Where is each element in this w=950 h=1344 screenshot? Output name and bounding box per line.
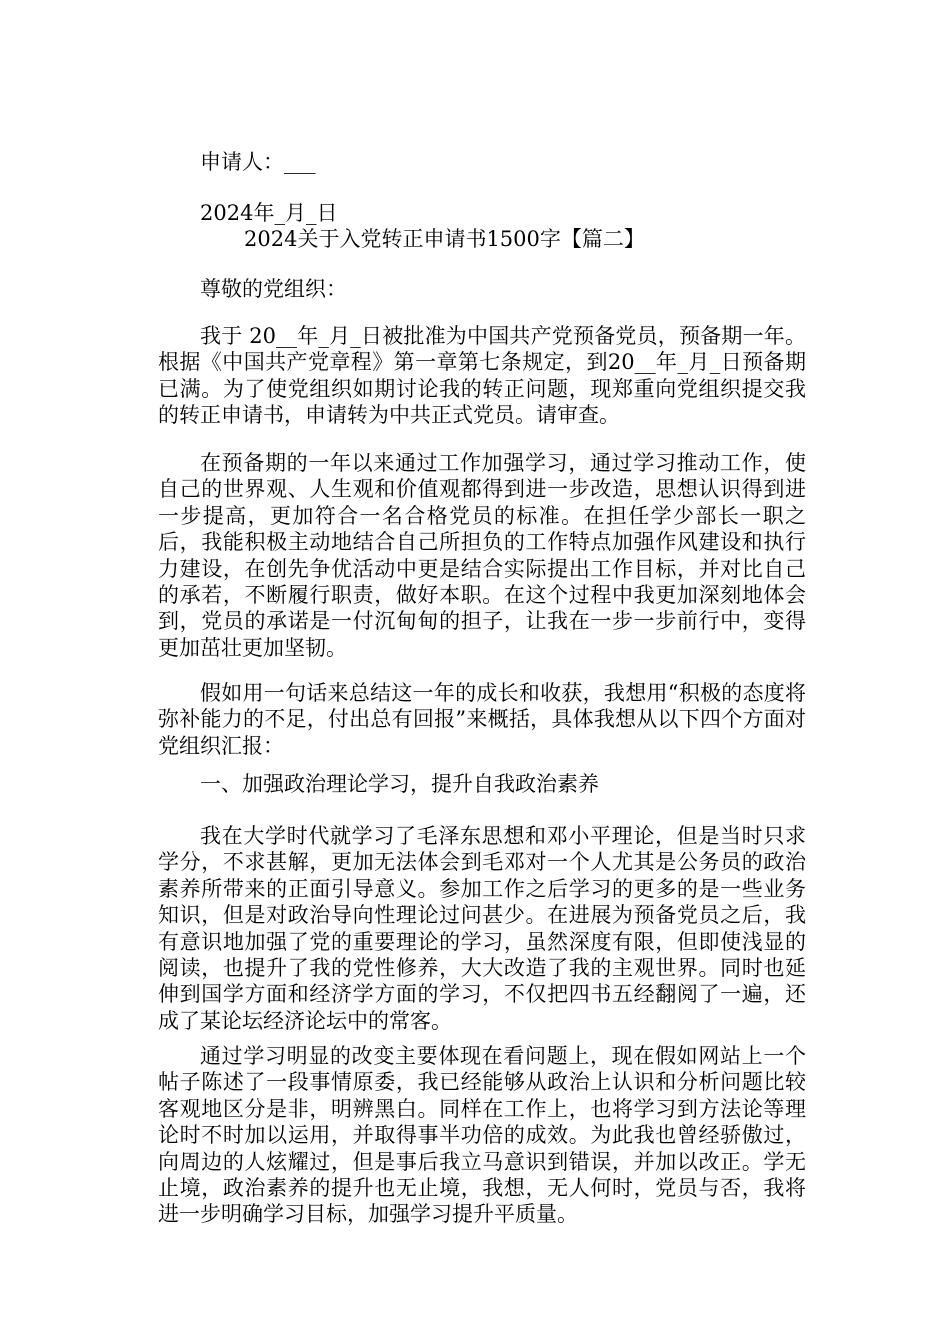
section-heading: 一、加强政治理论学习，提升自我政治素养 [200, 772, 599, 796]
date-line: 2024年_月_日 [200, 201, 338, 225]
paragraph-4: 我在大学时代就学习了毛泽东思想和邓小平理论，但是当时只求学分，不求甚解，更加无法体会到毛邓对一个人尤其是公务员的政治素养所带来的正面引导意义。参加工作之后学习的更多的是一些业务知识，但是对政治导向性理论过问甚少。在进展为预备党员之后，我有意识地加强了党的重要理论的学习，虽然深度有限，但即使浅显的阅读，也提升了我的党性修养，大大改造了我的主观世界。同时也延伸到国学方面和经济学方面的学习，不仅把四书五经翻阅了一遍，还成了某论坛经济论坛中的常客。 [158, 824, 806, 1033]
paragraph-5: 通过学习明显的改变主要体现在看问题上，现在假如网站上一个帖子陈述了一段事情原委，我已经能够从政治上认识和分析问题比较客观地区分是非，明辨黑白。同样在工作上，也将学习到方法论等理论时不时加以运用，并取得事半功倍的成效。为此我也曾经骄傲过，向周边的人炫耀过，但是事后我立马意识到错误，并加以改正。学无止境，政治素养的提升也无止境，我想，无人何时，党员与否，我将进一步明确学习目标，加强学习提升平质量。 [158, 1044, 806, 1227]
applicant-line: 申请人：___ [200, 150, 316, 174]
salutation: 尊敬的党组织： [200, 277, 347, 301]
paragraph-3: 假如用一句话来总结这一年的成长和收获，我想用“积极的态度将弥补能力的不足，付出总有回报”来概括，具体我想从以下四个方面对党组织汇报： [158, 681, 806, 758]
paragraph-1: 我于 20__年_月_日被批准为中国共产党预备党员，预备期一年。根据《中国共产党章程》第一章第七条规定，到20__年_月_日预备期已满。为了使党组织如期讨论我的转正问题，现郑重向党组织提交我的转正申请书，申请转为中共正式党员。请审查。 [158, 324, 806, 428]
paragraph-2: 在预备期的一年以来通过工作加强学习，通过学习推动工作，使自己的世界观、人生观和价值观都得到进一步改造，思想认识得到进一步提高，更加符合一名合格党员的标准。在担任学少部长一职之后，我能积极主动地结合自己所担负的工作特点加强作风建设和执行力建设，在创先争优活动中更是结合实际提出工作目标，并对比自己的承若，不断履行职责，做好本职。在这个过程中我更加深刻地体会到，党员的承诺是一付沉甸甸的担子，让我在一步一步前行中，变得更加茁壮更加坚韧。 [158, 451, 806, 660]
document-title: 2024关于入党转正申请书1500字【篇二】 [244, 227, 645, 251]
